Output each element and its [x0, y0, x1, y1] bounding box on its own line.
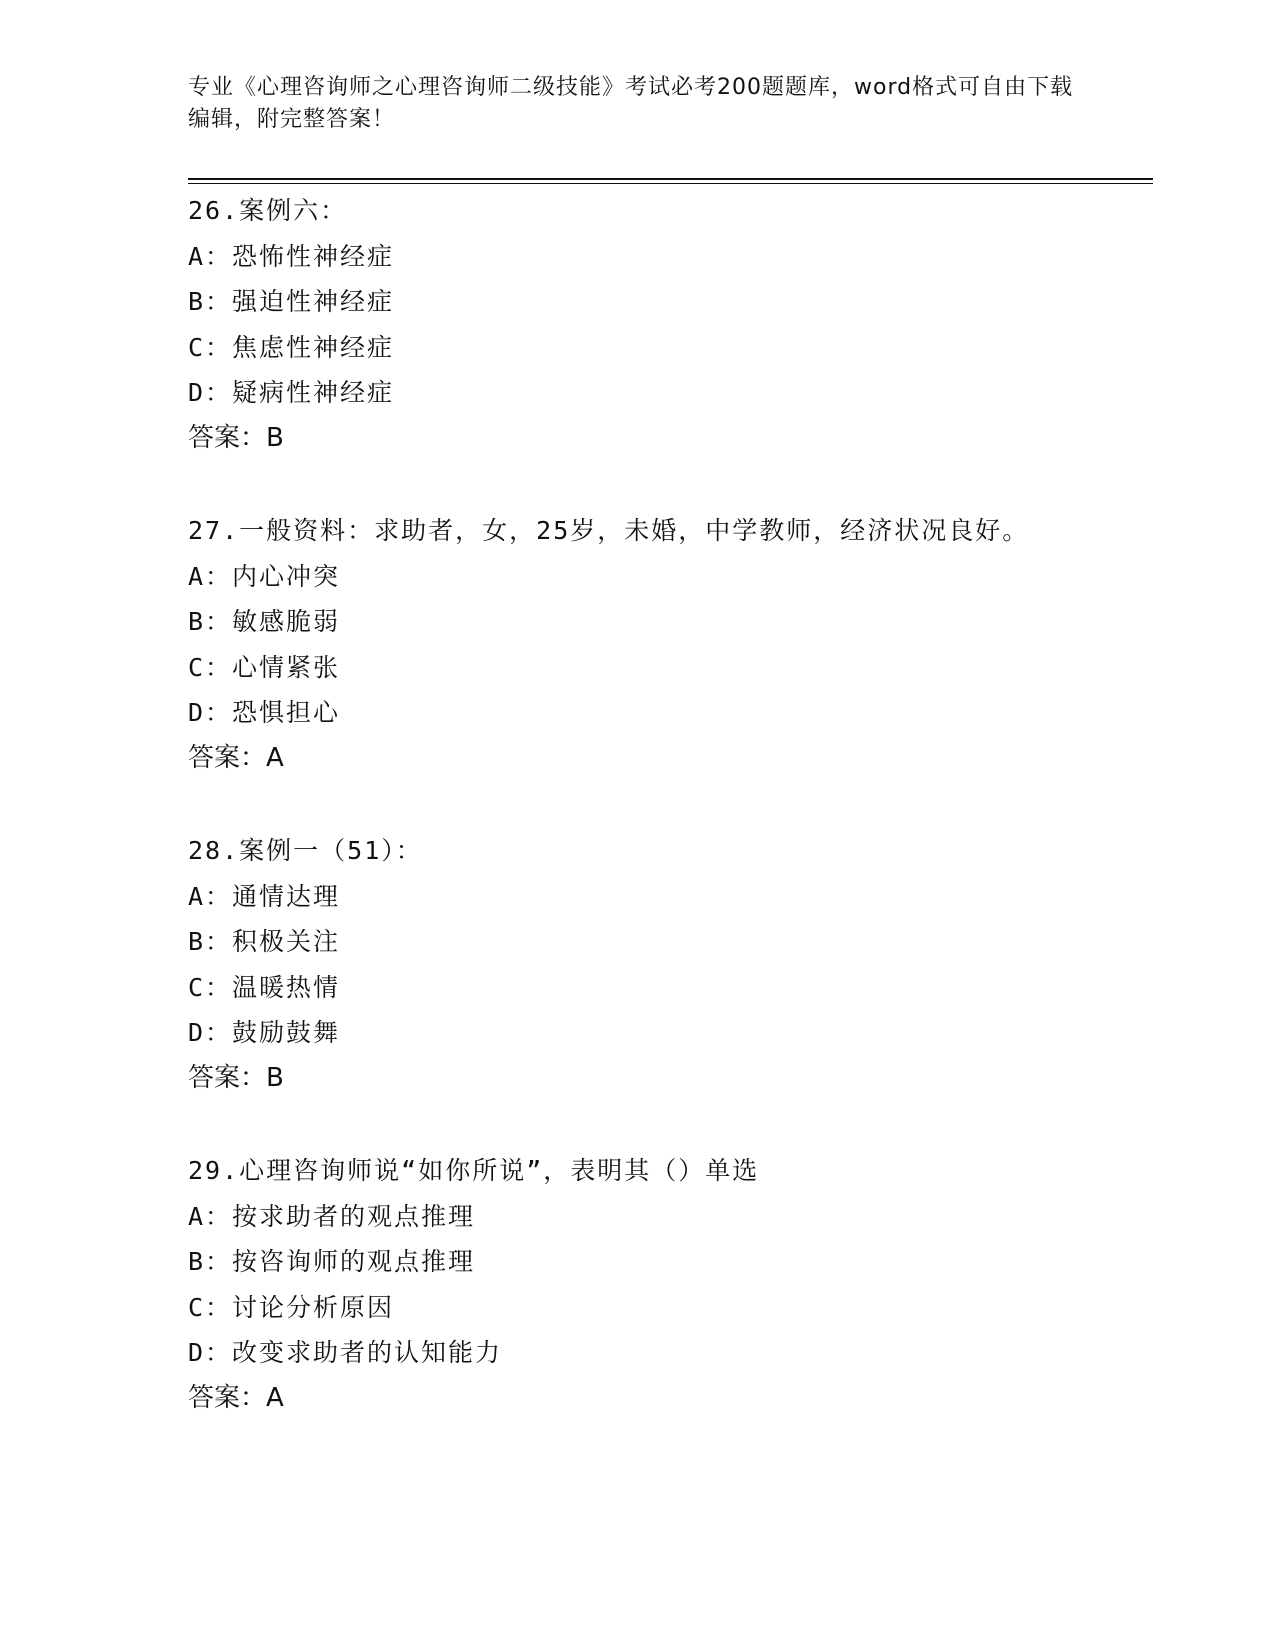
option-b: B：强迫性神经症 [188, 287, 395, 316]
option-a: A：恐怖性神经症 [188, 241, 395, 271]
answer: 答案：A [188, 742, 284, 773]
option-b: B：敏感脆弱 [188, 607, 341, 636]
option-b: B：按咨询师的观点推理 [188, 1247, 476, 1276]
answer: 答案：A [188, 1382, 284, 1413]
question-26 [188, 188, 1138, 461]
option-d: D：鼓励鼓舞 [188, 1018, 341, 1047]
option-c: C：温暖热情 [188, 972, 341, 1002]
option-c: C：讨论分析原因 [188, 1292, 395, 1322]
option-b: B：积极关注 [188, 927, 341, 956]
option-c: C：心情紧张 [188, 652, 341, 682]
document-header: 专业《心理咨询师之心理咨询师二级技能》考试必考200题题库，word格式可自由下载编辑，附完整答案！ [188, 75, 1074, 132]
question-stem: 29.心理咨询师说“如你所说”，表明其（）单选 [188, 1156, 760, 1185]
question-28 [188, 828, 1138, 1101]
answer: 答案：B [188, 1062, 284, 1093]
option-a: A：按求助者的观点推理 [188, 1201, 476, 1231]
option-a: A：内心冲突 [188, 561, 341, 591]
option-d: D：疑病性神经症 [188, 378, 395, 407]
question-27 [188, 508, 1138, 781]
question-stem: 27.一般资料：求助者，女，25岁，未婚，中学教师，经济状况良好。 [188, 516, 1030, 545]
option-d: D：恐惧担心 [188, 698, 341, 727]
header-divider-thin [188, 183, 1153, 184]
answer: 答案：B [188, 422, 284, 453]
option-a: A：通情达理 [188, 881, 341, 911]
option-d: D：改变求助者的认知能力 [188, 1338, 503, 1367]
question-stem: 26.案例六： [188, 196, 348, 225]
question-stem: 28.案例一（51）： [188, 836, 423, 865]
option-c: C：焦虑性神经症 [188, 332, 395, 362]
header-divider-thick [188, 178, 1153, 180]
question-29 [188, 1148, 1138, 1421]
